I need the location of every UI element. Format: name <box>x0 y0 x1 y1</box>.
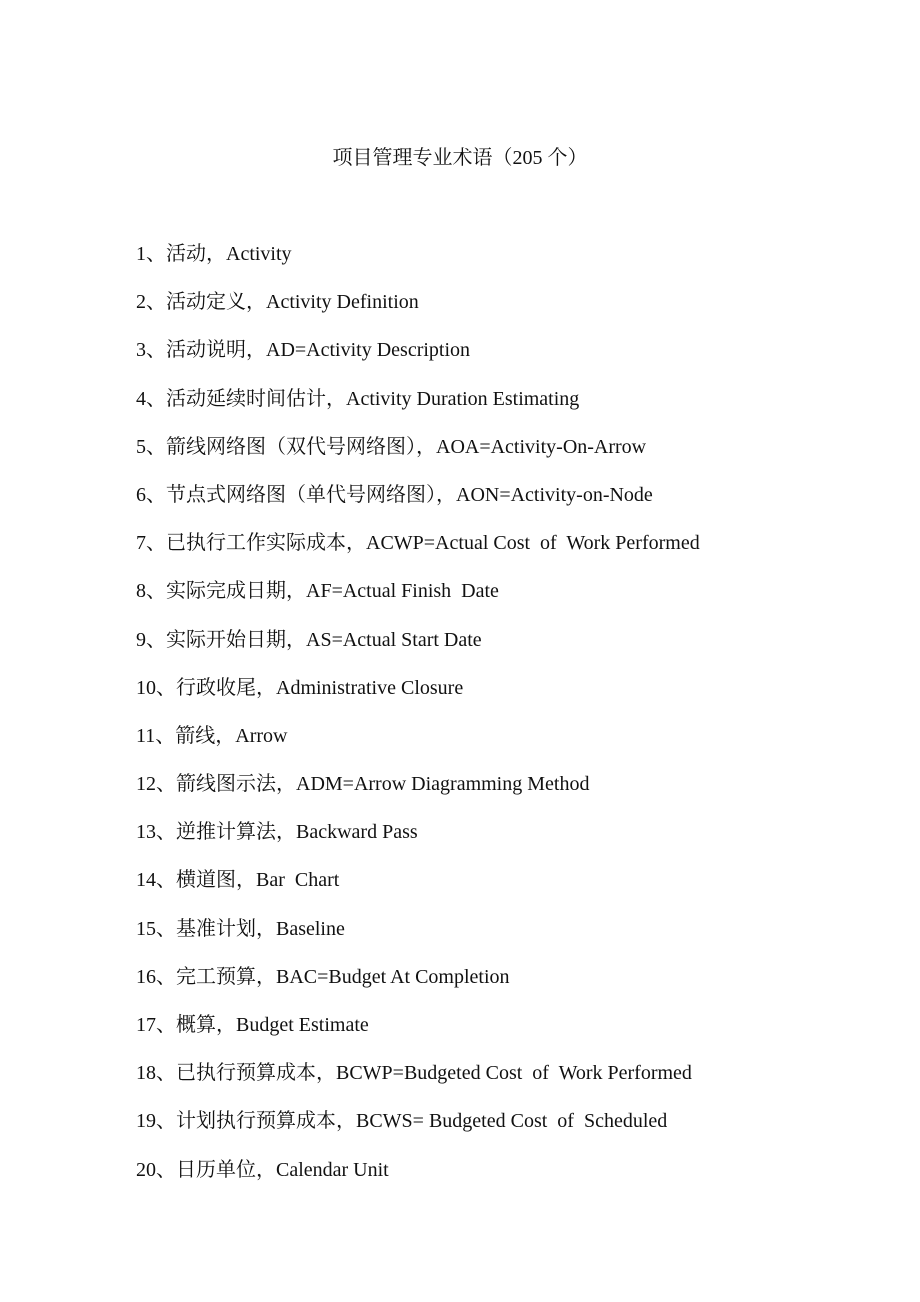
term-item-9: 9、实际开始日期，AS=Actual Start Date <box>136 628 482 651</box>
term-item-5: 5、箭线网络图（双代号网络图），AOA=Activity-On-Arrow <box>136 435 647 458</box>
term-item-3: 3、活动说明，AD=Activity Description <box>136 339 471 362</box>
term-item-11: 11、箭线，Arrow <box>136 724 288 747</box>
term-item-8: 8、实际完成日期，AF=Actual Finish Date <box>136 580 499 603</box>
term-item-2: 2、活动定义，Activity Definition <box>136 291 419 314</box>
term-item-6: 6、节点式网络图（单代号网络图），AON=Activity-on-Node <box>136 483 653 506</box>
term-item-17: 17、概算，Budget Estimate <box>136 1014 369 1036</box>
term-item-19: 19、计划执行预算成本，BCWS= Budgeted Cost of Scheduled <box>136 1110 668 1133</box>
term-item-7: 7、已执行工作实际成本，ACWP=Actual Cost of Work Performed <box>136 532 700 555</box>
term-item-1: 1、活动，Activity <box>136 243 292 265</box>
term-item-12: 12、箭线图示法，ADM=Arrow Diagramming Method <box>136 773 590 796</box>
term-item-10: 10、行政收尾，Administrative Closure <box>136 676 464 699</box>
term-list <box>136 239 856 1203</box>
term-item-20: 20、日历单位，Calendar Unit <box>136 1158 389 1181</box>
document-title: 项目管理专业术语（205 个） <box>332 147 588 169</box>
term-item-18: 18、已执行预算成本，BCWP=Budgeted Cost of Work Performed <box>136 1062 692 1085</box>
term-item-14: 14、横道图，Bar Chart <box>136 869 340 892</box>
term-item-4: 4、活动延续时间估计，Activity Duration Estimating <box>136 387 580 410</box>
term-item-16: 16、完工预算，BAC=Budget At Completion <box>136 965 510 988</box>
term-item-13: 13、逆推计算法，Backward Pass <box>136 821 418 844</box>
term-item-15: 15、基准计划，Baseline <box>136 917 345 940</box>
